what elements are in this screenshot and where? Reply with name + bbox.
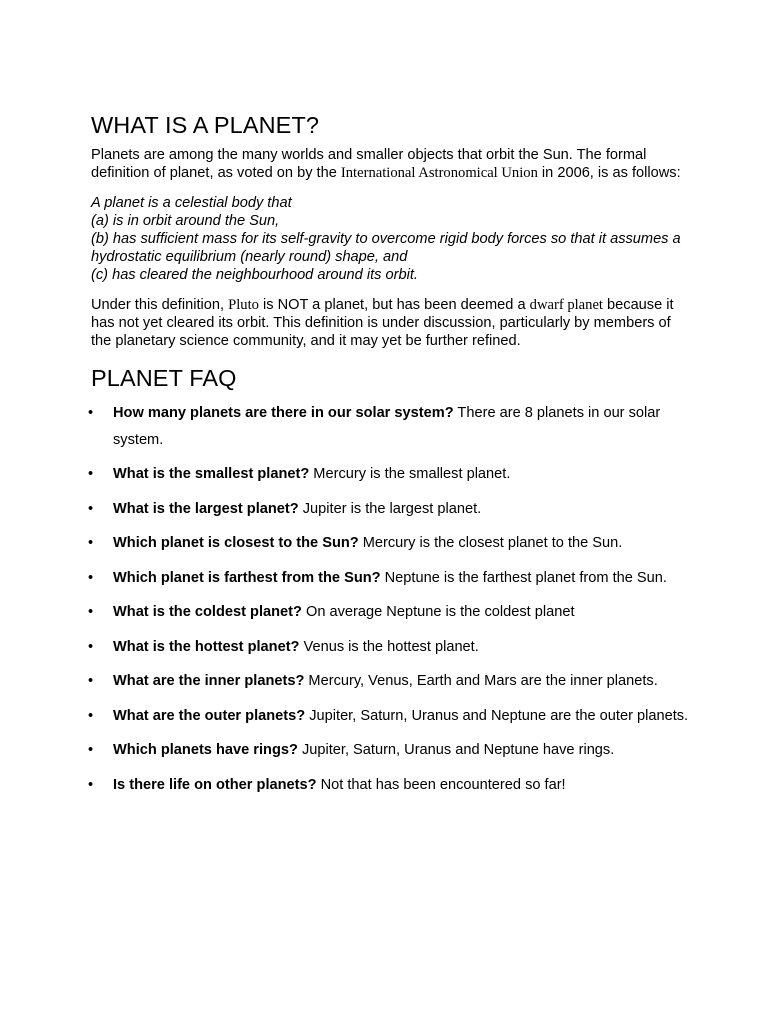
heading-what-is-a-planet: WHAT IS A PLANET? [91,112,320,138]
bullet-icon: • [88,569,94,586]
pluto-word: Pluto [228,297,259,313]
faq-question: What is the smallest planet? [113,466,310,482]
iau-name: International Astronomical Union [340,165,538,181]
faq-question: What are the inner planets? [113,673,305,689]
faq-question: Which planet is closest to the Sun? [113,535,359,551]
faq-answer: There are 8 planets in our solar system. [113,405,661,448]
faq-answer: Jupiter, Saturn, Uranus and Neptune have rings. [297,742,615,758]
faq-answer: On average Neptune is the coldest planet [301,604,575,620]
faq-answer: Jupiter, Saturn, Uranus and Neptune are the outer planets. [305,707,689,724]
bullet-icon: • [88,405,94,421]
bullet-icon: • [88,466,94,482]
definition-a: (a) is in orbit around the Sun, [91,213,280,229]
definition-b: (b) has sufficient mass for its self-gravity to overcome rigid body forces so that it assumes a hydrostatic equilibrium (nearly round) shape, and [91,231,681,265]
faq-question: What are the outer planets? [113,707,306,724]
faq-question: Is there life on other planets? [113,776,317,793]
faq-answer: Jupiter is the largest planet. [298,500,482,517]
faq-item [88,400,691,453]
faq-item [88,634,691,661]
faq-question: Which planets have rings? [113,742,298,758]
faq-item [88,737,691,764]
intro-text-2: in 2006, is as follows: [537,165,681,181]
planet-definition [91,194,691,284]
faq-item [88,565,691,592]
faq-question: What is the largest planet? [113,500,299,517]
faq-answer: Mercury, Venus, Earth and Mars are the inner planets. [304,673,658,689]
faq-item [88,703,691,730]
pluto-text-3: because it has not yet cleared its orbit. This definition is under discussion, particularly by members of the planetary science community, and it may yet be further refined. [91,297,674,349]
bullet-icon: • [88,604,94,620]
pluto-text-2: is NOT a planet, but has been deemed a [258,297,530,313]
faq-item [88,668,691,695]
definition-c: (c) has cleared the neighbourhood around its orbit. [91,267,418,283]
pluto-paragraph [91,296,691,350]
faq-item [88,530,691,557]
faq-answer: Venus is the hottest planet. [299,638,479,655]
faq-question: How many planets are there in our solar system? [113,405,454,421]
faq-question: Which planet is farthest from the Sun? [113,569,381,586]
faq-item [88,599,691,626]
bullet-icon: • [88,535,94,551]
bullet-icon: • [88,776,94,793]
faq-list [88,400,691,798]
dwarf-planet-word: dwarf planet [529,297,603,313]
faq-item [88,496,691,523]
faq-answer: Neptune is the farthest planet from the Sun. [380,569,667,586]
heading-planet-faq: PLANET FAQ [91,365,237,391]
definition-lead: A planet is a celestial body that [91,195,292,211]
bullet-icon: • [88,707,94,724]
faq-question: What is the hottest planet? [113,638,300,655]
faq-question: What is the coldest planet? [113,604,302,620]
faq-answer: Not that has been encountered so far! [316,776,566,793]
bullet-icon: • [88,742,94,758]
bullet-icon: • [88,500,94,517]
faq-answer: Mercury is the closest planet to the Sun. [358,535,623,551]
bullet-icon: • [88,673,94,689]
bullet-icon: • [88,638,94,655]
faq-item [88,461,691,488]
document-page [88,110,691,806]
faq-answer: Mercury is the smallest planet. [309,466,511,482]
pluto-text-1: Under this definition, [91,297,229,313]
faq-item [88,772,691,799]
intro-paragraph [91,146,691,182]
intro-text-1: Planets are among the many worlds and smaller objects that orbit the Sun. The formal definition of planet, as voted on by the [91,147,647,181]
